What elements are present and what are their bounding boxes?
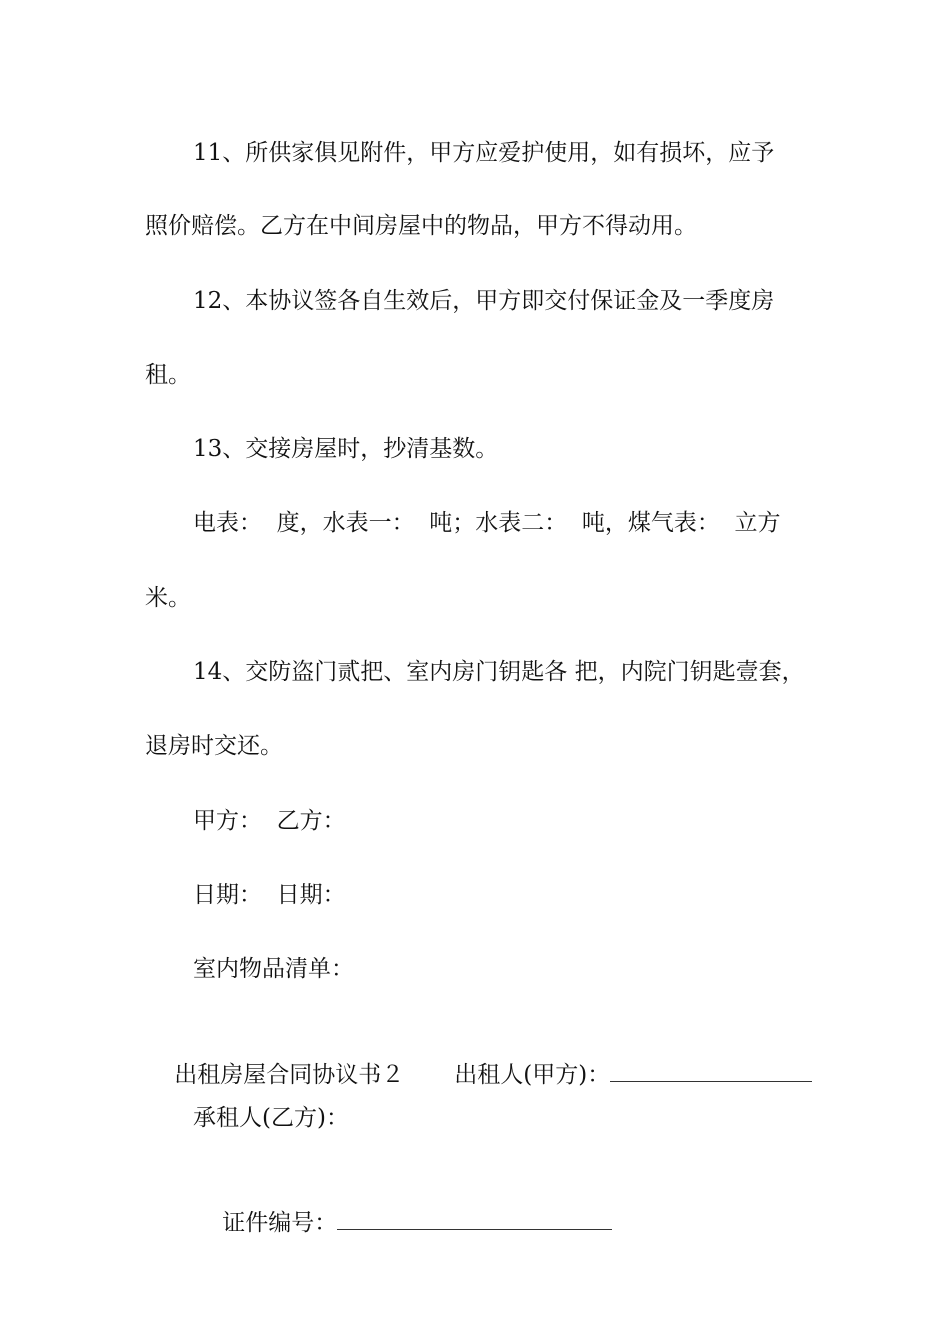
lessor-label: 出租人(甲方)： bbox=[454, 1062, 611, 1088]
signature-dates-line: 日期： 日期： bbox=[193, 882, 346, 908]
inventory-list-heading: 室内物品清单： bbox=[193, 956, 354, 982]
id-number-label: 证件编号： bbox=[222, 1210, 338, 1236]
clause-12-line-2: 租。 bbox=[145, 362, 191, 388]
clause-14-line-1: 14、交防盗门贰把、室内房门钥匙各 把，内院门钥匙壹套， bbox=[193, 659, 805, 685]
clause-11-line-2: 照价赔偿。乙方在中间房屋中的物品，甲方不得动用。 bbox=[145, 213, 697, 239]
clause-13-line-1: 13、交接房屋时，抄清基数。 bbox=[193, 436, 499, 462]
clause-12-line-1: 12、本协议签各自生效后，甲方即交付保证金及一季度房 bbox=[193, 288, 775, 314]
id-number-field[interactable] bbox=[337, 1207, 612, 1230]
signature-parties-line: 甲方： 乙方： bbox=[193, 808, 346, 834]
meter-readings-line-1: 电表： 度，水表一： 吨；水表二： 吨，煤气表： 立方 bbox=[193, 510, 781, 536]
meter-readings-line-2: 米。 bbox=[145, 585, 191, 611]
clause-14-line-2: 退房时交还。 bbox=[145, 733, 283, 759]
clause-11-line-1: 11、所供家俱见附件，甲方应爱护使用，如有损坏，应予 bbox=[193, 140, 775, 166]
contract-2-title: 出租房屋合同协议书２ bbox=[174, 1062, 405, 1088]
lessee-label: 承租人(乙方)： bbox=[193, 1105, 349, 1131]
id-number-row bbox=[193, 1177, 612, 1268]
lessor-name-field[interactable] bbox=[610, 1059, 812, 1082]
